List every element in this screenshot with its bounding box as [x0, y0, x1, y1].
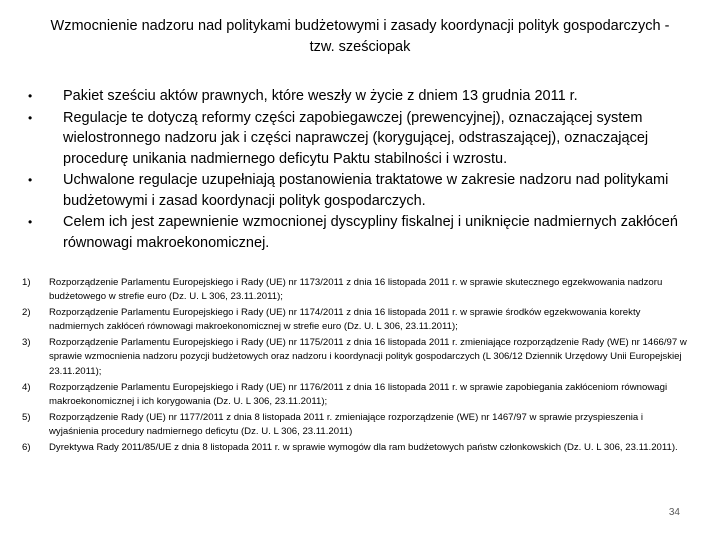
reference-text: Rozporządzenie Parlamentu Europejskiego i Rady (UE) nr 1176/2011 z dnia 16 listopada 2011 r. w sprawie zapobiegania zakłóceniom równowagi makroekonomicznej i ich korygowania (Dz. U. L 306, 23.11.2011); — [49, 381, 668, 407]
reference-item — [22, 381, 692, 410]
bullet-item — [22, 170, 692, 211]
reference-number: 6) — [22, 441, 31, 453]
reference-list — [22, 276, 692, 457]
reference-number: 2) — [22, 307, 31, 319]
reference-number: 1) — [22, 277, 31, 288]
reference-item — [22, 441, 692, 455]
reference-item — [22, 411, 692, 440]
reference-number: 3) — [22, 337, 31, 349]
bullet-item — [22, 86, 692, 107]
reference-text: Rozporządzenie Parlamentu Europejskiego i Rady (UE) nr 1175/2011 z dnia 16 listopada 2011 r. zmieniające rozporządzenie Rady (WE) nr 1466/97 w sprawie wzmocnienia nadzoru pozycji budżetowych oraz nadzoru i koordynacji polityk gospodarczych (L 306/12 Dziennik Urzędowy Unii Europejskiej 23.11.2011); — [49, 337, 687, 377]
reference-text: Rozporządzenie Parlamentu Europejskiego i Rady (UE) nr 1173/2011 z dnia 16 listopada 2011 r. w sprawie skutecznego egzekwowania nadzoru budżetowego w strefie euro (Dz. U. L 306, 23.11.2011); — [49, 277, 663, 303]
bullet-marker: • — [28, 215, 33, 229]
slide-title: Wzmocnienie nadzoru nad politykami budżetowymi i zasady koordynacji polityk gospodarczych - tzw. sześciopak — [50, 18, 670, 55]
bullet-item — [22, 212, 692, 253]
reference-text: Dyrektywa Rady 2011/85/UE z dnia 8 listopada 2011 r. w sprawie wymogów dla ram budżetowych państw członkowskich (Dz. U. L 306, 23.11.2011). — [49, 441, 678, 453]
reference-item — [22, 336, 692, 379]
reference-item — [22, 276, 692, 305]
bullet-marker: • — [28, 173, 33, 187]
bullet-text: Uchwalone regulacje uzupełniają postanowienia traktatowe w zakresie nadzoru nad politykami budżetowymi i zasad koordynacji polityk gospodarczych. — [63, 172, 669, 209]
reference-item — [22, 306, 692, 335]
bullet-marker: • — [28, 89, 33, 103]
bullet-text: Celem ich jest zapewnienie wzmocnionej dyscypliny fiskalnej i uniknięcie nadmiernych zakłóceń równowagi makroekonomicznej. — [63, 214, 678, 251]
bullet-text: Regulacje te dotyczą reformy części zapobiegawczej (prewencyjnej), oznaczającej system wielostronnego nadzoru jak i części naprawczej (korygującej, odstraszającej), oznaczającej procedurę unikania nadmiernego deficytu Paktu stabilności i wzrostu. — [63, 109, 649, 167]
reference-number: 5) — [22, 411, 31, 423]
bullet-item — [22, 108, 692, 170]
page-number: 34 — [668, 507, 680, 518]
reference-text: Rozporządzenie Rady (UE) nr 1177/2011 z dnia 8 listopada 2011 r. zmieniające rozporządzenie (WE) nr 1467/97 w sprawie przyspieszenia i wyjaśnienia procedury nadmiernego deficytu (Dz. U. L 306, 23.11.2011) — [49, 411, 644, 437]
bullet-text: Pakiet sześciu aktów prawnych, które weszły w życie z dniem 13 grudnia 2011 r. — [63, 88, 578, 104]
bullet-list — [22, 86, 692, 254]
bullet-marker: • — [28, 110, 33, 125]
reference-number: 4) — [22, 381, 31, 393]
reference-text: Rozporządzenie Parlamentu Europejskiego i Rady (UE) nr 1174/2011 z dnia 16 listopada 2011 r. w sprawie środków egzekwowania korekty nadmiernych zakłóceń równowagi makroekonomicznej w strefie euro (Dz. U. L 306, 23.11.2011); — [49, 307, 641, 333]
